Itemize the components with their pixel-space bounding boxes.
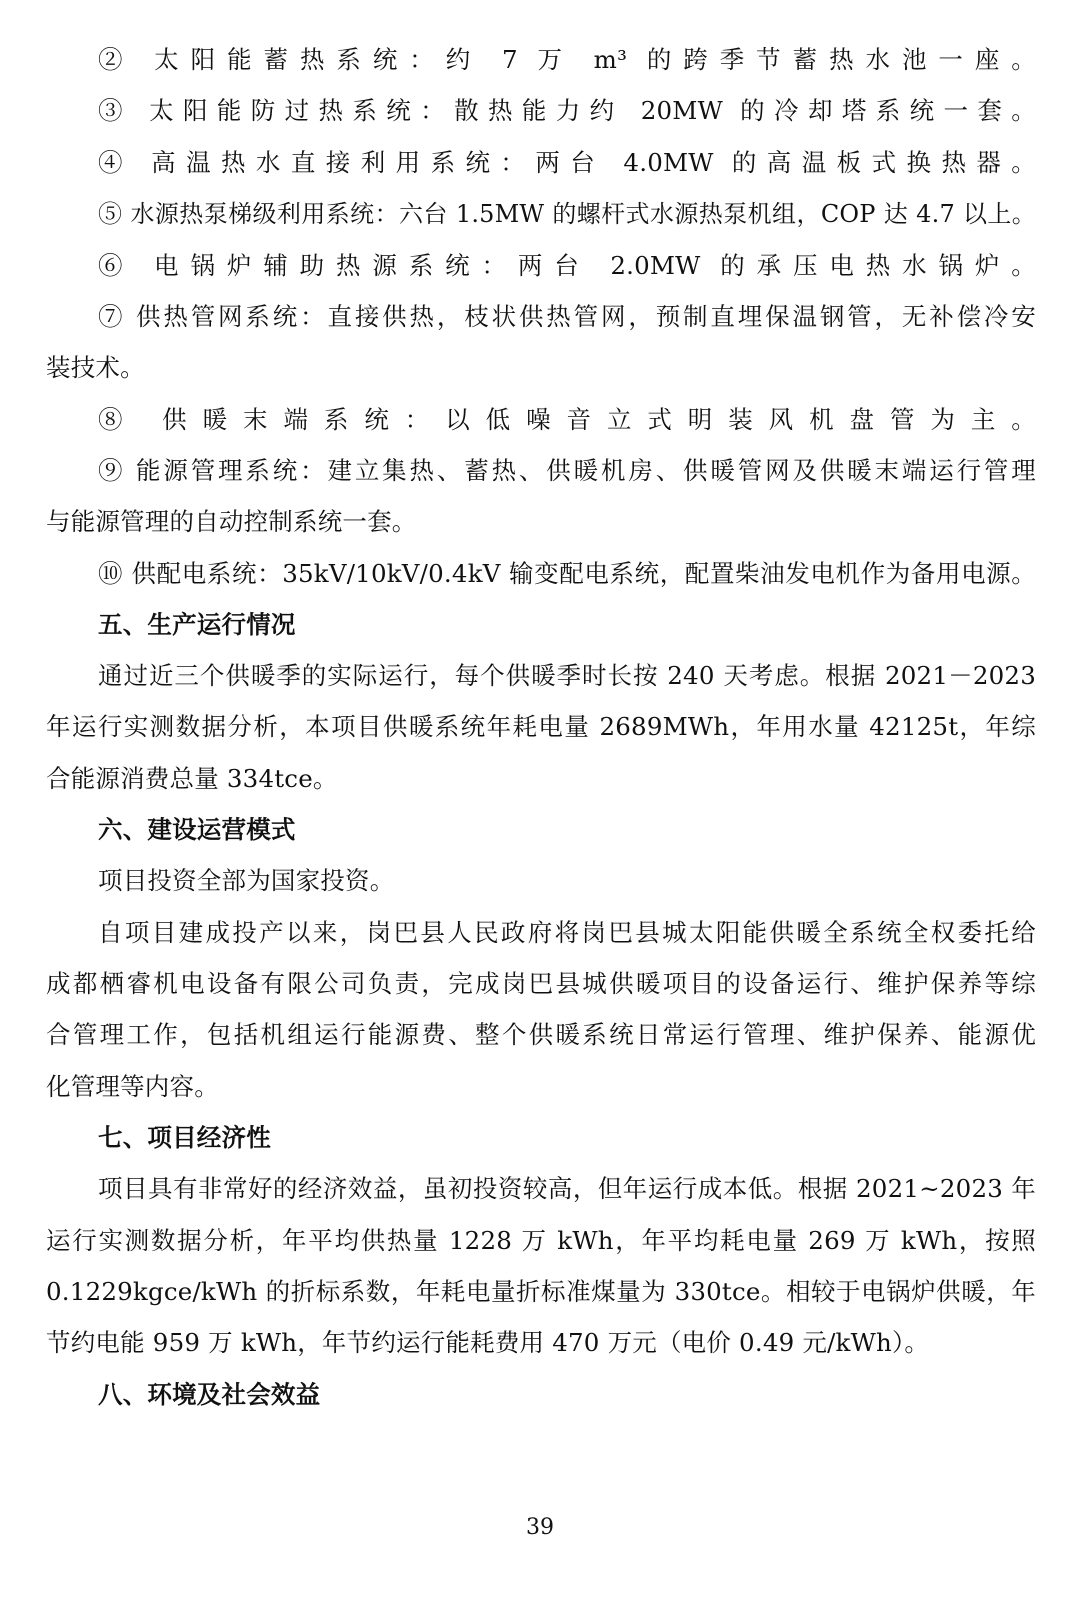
paragraph-line: 合管理工作，包括机组运行能源费、整个供暖系统日常运行管理、维护保养、能源优 <box>46 1020 1036 1049</box>
paragraph-line: 项目投资全部为国家投资。 <box>98 866 395 895</box>
section-heading-economics: 七、项目经济性 <box>98 1123 271 1152</box>
section-heading-environment: 八、环境及社会效益 <box>98 1380 321 1409</box>
paragraph-line: 通过近三个供暖季的实际运行，每个供暖季时长按 240 天考虑。根据 2021－2023 <box>98 661 1036 690</box>
list-item-pipe-network: ⑦ 供热管网系统：直接供热，枝状供热管网，预制直埋保温钢管，无补偿冷安 <box>98 302 1036 331</box>
list-item-power-supply: ⑩ 供配电系统：35kV/10kV/0.4kV 输变配电系统，配置柴油发电机作为备用电源。 <box>98 559 1036 588</box>
list-item-direct-use: ④ 高温热水直接利用系统：两台 4.0MW 的高温板式换热器。 <box>98 148 1036 177</box>
page-number: 39 <box>526 1515 554 1540</box>
list-item-electric-boiler: ⑥ 电锅炉辅助热源系统：两台 2.0MW 的承压电热水锅炉。 <box>98 251 1036 280</box>
paragraph-line: 自项目建成投产以来，岗巴县人民政府将岗巴县城太阳能供暖全系统全权委托给 <box>98 918 1036 947</box>
list-item-energy-management-cont: 与能源管理的自动控制系统一套。 <box>46 507 417 536</box>
section-heading-operating-mode: 六、建设运营模式 <box>98 815 296 844</box>
paragraph-line: 0.1229kgce/kWh 的折标系数，年耗电量折标准煤量为 330tce。相较于电锅炉供暖，年 <box>46 1277 1036 1306</box>
list-item-pipe-network-cont: 装技术。 <box>46 353 145 382</box>
paragraph-line: 成都栖睿机电设备有限公司负责，完成岗巴县城供暖项目的设备运行、维护保养等综 <box>46 969 1036 998</box>
paragraph-line: 运行实测数据分析，年平均供热量 1228 万 kWh，年平均耗电量 269 万 kWh，按照 <box>46 1226 1036 1255</box>
paragraph-line: 化管理等内容。 <box>46 1072 219 1101</box>
list-item-terminal: ⑧ 供暖末端系统：以低噪音立式明装风机盘管为主。 <box>98 405 1036 434</box>
paragraph-line: 年运行实测数据分析，本项目供暖系统年耗电量 2689MWh，年用水量 42125t，年综 <box>46 712 1036 741</box>
list-item-energy-management: ⑨ 能源管理系统：建立集热、蓄热、供暖机房、供暖管网及供暖末端运行管理 <box>98 456 1036 485</box>
paragraph-line: 合能源消费总量 334tce。 <box>46 764 338 793</box>
paragraph-line: 项目具有非常好的经济效益，虽初投资较高，但年运行成本低。根据 2021~2023 年 <box>98 1174 1036 1203</box>
list-item-solar-storage: ② 太阳能蓄热系统：约 7 万 m³ 的跨季节蓄热水池一座。 <box>98 45 1036 74</box>
list-item-overheat-protection: ③ 太阳能防过热系统：散热能力约 20MW 的冷却塔系统一套。 <box>98 96 1036 125</box>
paragraph-line: 节约电能 959 万 kWh，年节约运行能耗费用 470 万元（电价 0.49 元/kWh）。 <box>46 1328 930 1357</box>
section-heading-operation: 五、生产运行情况 <box>98 610 296 639</box>
list-item-heat-pump: ⑤ 水源热泵梯级利用系统：六台 1.5MW 的螺杆式水源热泵机组，COP 达 4.7 以上。 <box>98 200 1036 228</box>
